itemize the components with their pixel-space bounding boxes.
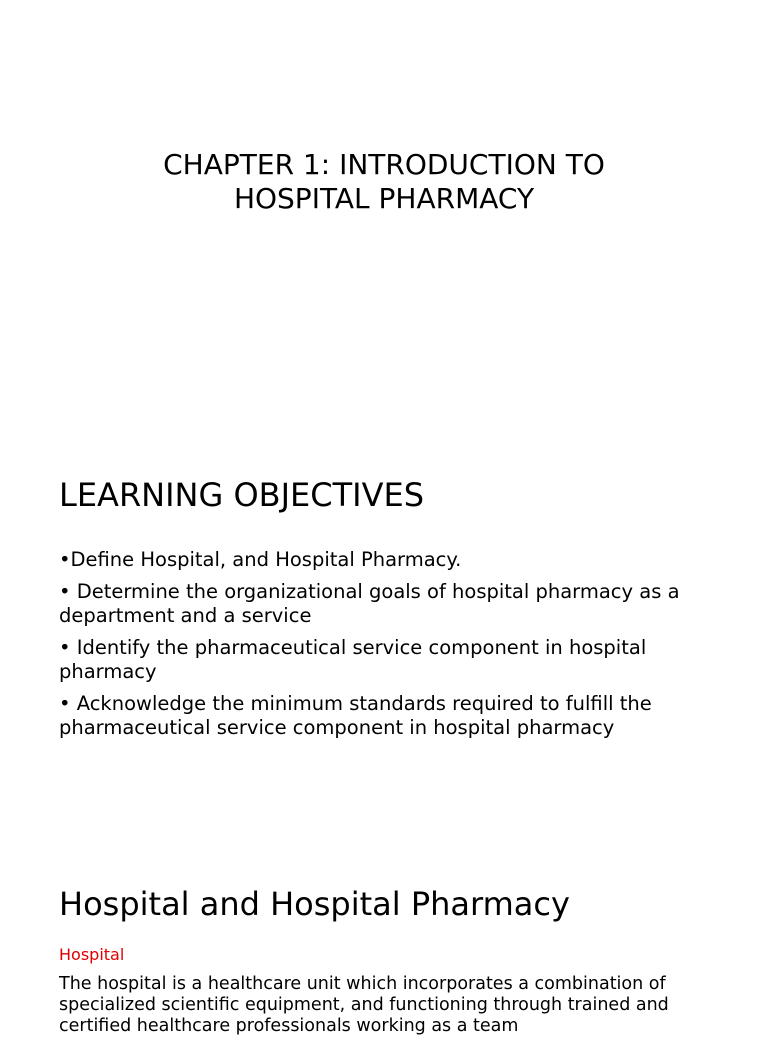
objective-item: •Define Hospital, and Hospital Pharmacy. — [59, 548, 462, 571]
hospital-pharmacy-heading: Hospital and Hospital Pharmacy — [59, 885, 570, 923]
hospital-pharmacy-slide — [0, 850, 768, 1036]
learning-objectives-slide — [0, 430, 768, 850]
hospital-definition-text: The hospital is a healthcare unit which incorporates a combination of specialized scientific equipment, and functioning through trained and certified healthcare professionals working as a team — [59, 974, 669, 1036]
learning-objectives-heading: LEARNING OBJECTIVES — [59, 476, 424, 514]
chapter-title: CHAPTER 1: INTRODUCTION TO HOSPITAL PHARMACY — [163, 148, 605, 215]
hospital-subheading: Hospital — [59, 945, 125, 964]
objectives-list — [59, 548, 719, 748]
objective-item: • Determine the organizational goals of hospital pharmacy as a department and a service — [59, 580, 680, 627]
title-slide — [0, 0, 768, 430]
objective-item: • Identify the pharmaceutical service component in hospital pharmacy — [59, 636, 647, 683]
objective-item: • Acknowledge the minimum standards required to fulfill the pharmaceutical service component in hospital pharmacy — [59, 692, 652, 739]
